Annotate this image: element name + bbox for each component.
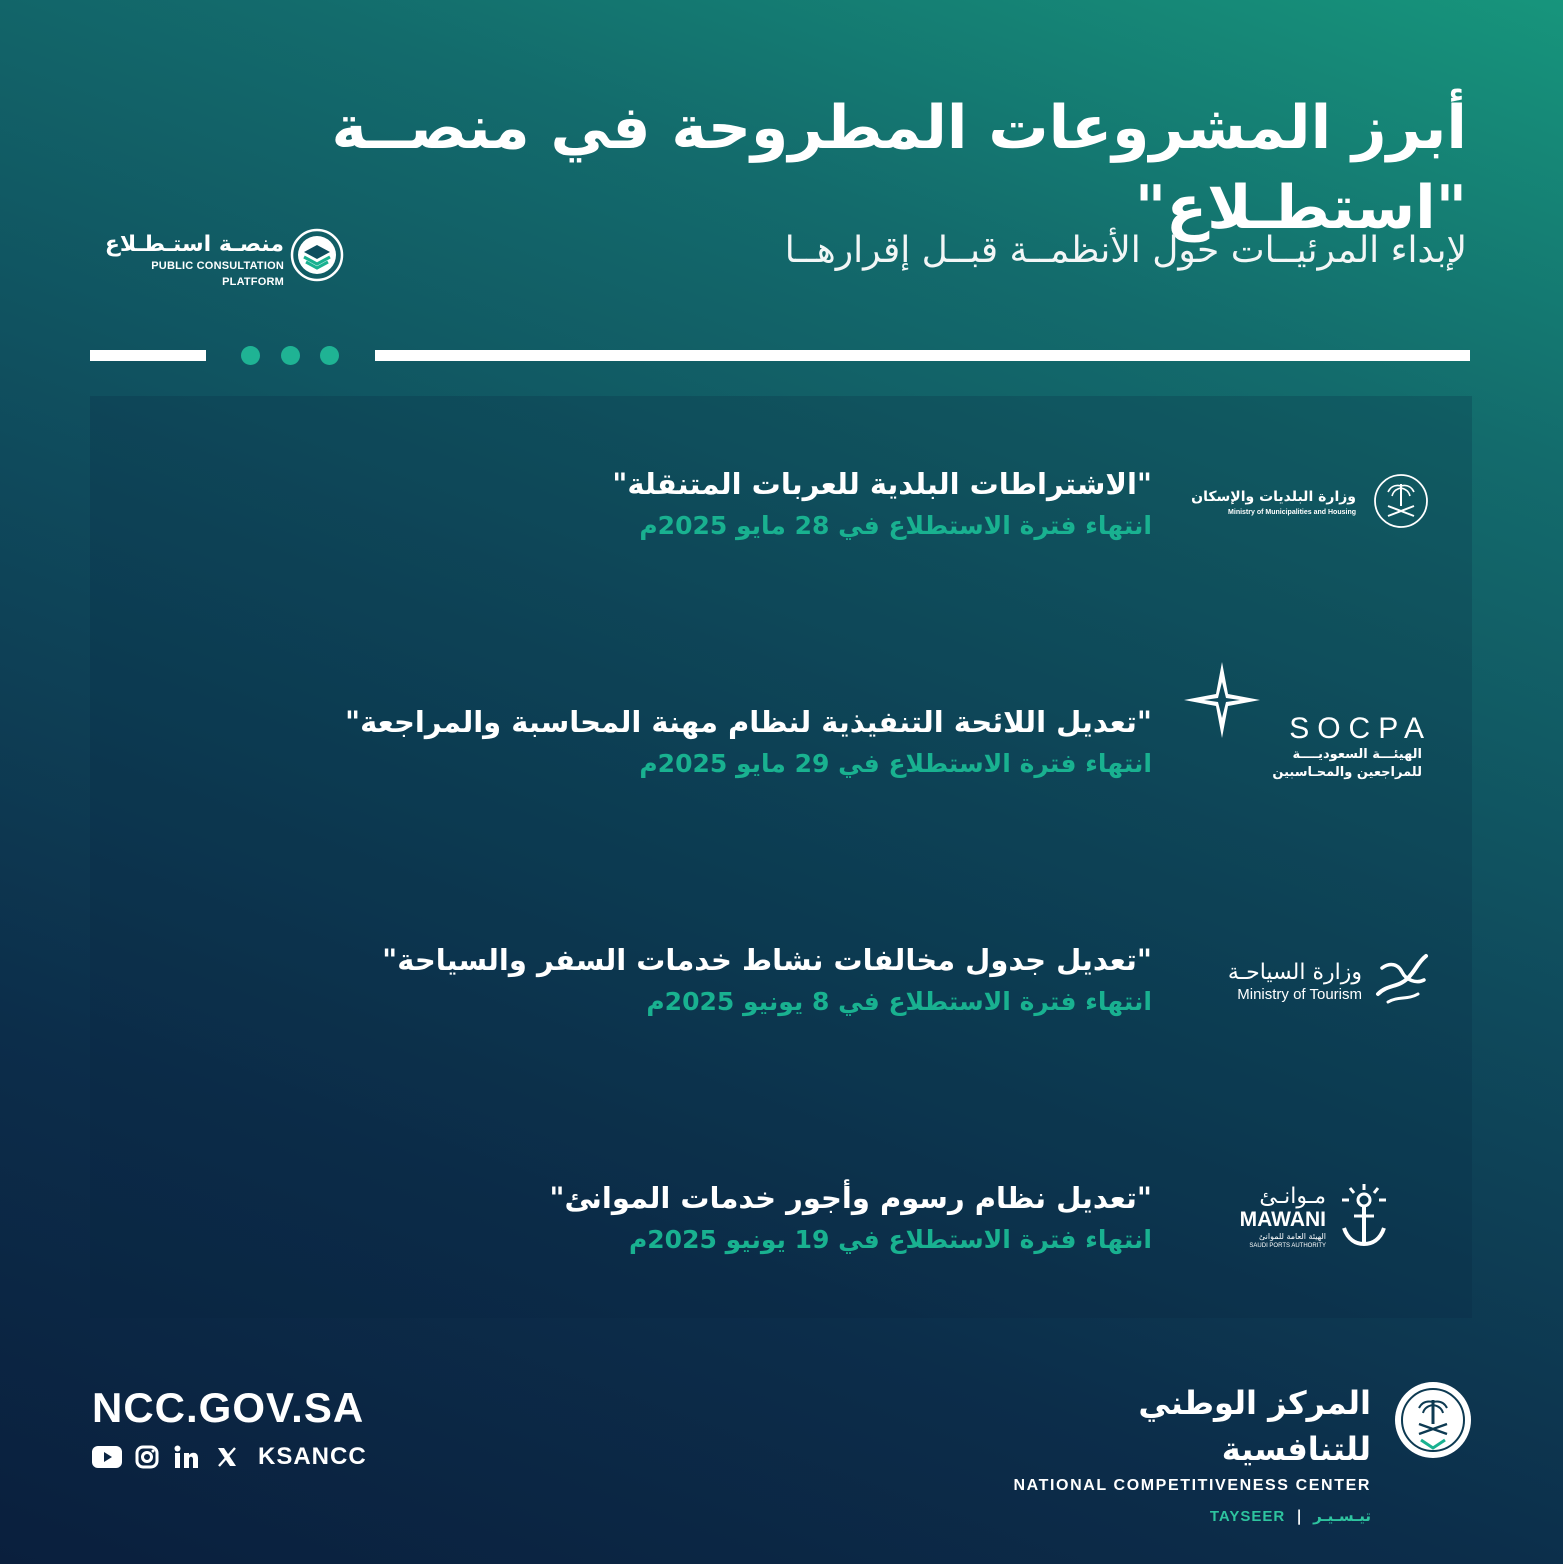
project-item (90, 1176, 1472, 1336)
ncc-logo (1003, 1380, 1473, 1525)
youtube-icon[interactable] (92, 1442, 122, 1472)
platform-emblem-icon (290, 228, 344, 282)
page-title: أبرز المشروعات المطروحة في منصــة "استطـلاع" (331, 93, 1467, 243)
saudi-emblem-icon (1372, 472, 1430, 530)
project-title: "تعديل جدول مخالفات نشاط خدمات السفر والسياحة" (382, 943, 1152, 977)
tayseer-ar: تيـسـيـر (1313, 1507, 1371, 1525)
org-acronym: SOCPA (1289, 712, 1432, 745)
project-title: "الاشتراطات البلدية للعربات المتنقلة" (612, 467, 1152, 501)
tourism-ministry-logo (1182, 938, 1432, 1058)
ncc-name-en: NATIONAL COMPETITIVENESS CENTER (1013, 1477, 1371, 1494)
instagram-icon[interactable] (132, 1442, 162, 1472)
municipalities-ministry-logo (1182, 462, 1432, 582)
org-name-ar: وزارة السياحـة (1227, 960, 1362, 985)
project-item (90, 938, 1472, 1098)
divider-dot (320, 346, 339, 365)
socpa-logo (1182, 660, 1432, 800)
ncc-name-ar: المركز الوطني للتنافسية (1138, 1384, 1371, 1468)
project-item (90, 700, 1472, 860)
mawani-logo (1182, 1176, 1432, 1296)
social-links (92, 1440, 367, 1474)
project-deadline: انتهاء فترة الاستطلاع في 29 مايو 2025م (639, 749, 1152, 778)
divider-dot (241, 346, 260, 365)
anchor-icon (1336, 1182, 1392, 1250)
page-subtitle: لإبداء المرئيــات حول الأنظمــة قبــل إقرارهــا (784, 230, 1467, 271)
org-name-en: Ministry of Tourism (1237, 986, 1362, 1003)
divider-dot (281, 346, 300, 365)
platform-name-en: PUBLIC CONSULTATION PLATFORM (151, 260, 284, 288)
divider-left (90, 350, 206, 361)
star-compass-icon (1182, 660, 1262, 740)
project-deadline: انتهاء فترة الاستطلاع في 28 مايو 2025م (639, 511, 1152, 540)
org-name-ar-line2: للمراجعين والمحـاسبين (1272, 765, 1422, 780)
platform-logo (88, 228, 348, 288)
social-handle: KSANCC (258, 1443, 367, 1470)
ncc-emblem-icon (1393, 1380, 1473, 1460)
tourism-emblem-icon (1368, 944, 1432, 1008)
project-deadline: انتهاء فترة الاستطلاع في 19 يونيو 2025م (628, 1225, 1152, 1254)
tayseer-en: TAYSEER (1209, 1508, 1286, 1525)
linkedin-icon[interactable] (172, 1442, 202, 1472)
org-name-en: Ministry of Municipalities and Housing (1228, 509, 1356, 516)
project-item (90, 462, 1472, 622)
org-name-en: MAWANI (1239, 1208, 1326, 1231)
divider-right (375, 350, 1470, 361)
org-name-ar: مـوانـئ (1259, 1184, 1326, 1209)
x-icon[interactable] (212, 1442, 242, 1472)
org-subname-ar: الهيئة العامة للموانئ (1258, 1232, 1326, 1241)
org-subname-en: SAUDI PORTS AUTHORITY (1249, 1243, 1326, 1249)
platform-name-ar: منصـة استـطـلاع (104, 232, 284, 257)
project-deadline: انتهاء فترة الاستطلاع في 8 يونيو 2025م (646, 987, 1152, 1016)
org-name-ar: الهيئـــة السعوديــــة (1292, 747, 1422, 762)
project-title: "تعديل اللائحة التنفيذية لنظام مهنة المحاسبة والمراجعة" (344, 705, 1152, 739)
project-title: "تعديل نظام رسوم وأجور خدمات الموانئ" (549, 1181, 1152, 1215)
tayseer-label: TAYSEER | تيـسـيـر (1209, 1507, 1371, 1525)
website-link[interactable]: NCC.GOV.SA (92, 1384, 365, 1431)
org-name-ar: وزارة البلديات والإسكان (1191, 489, 1356, 505)
